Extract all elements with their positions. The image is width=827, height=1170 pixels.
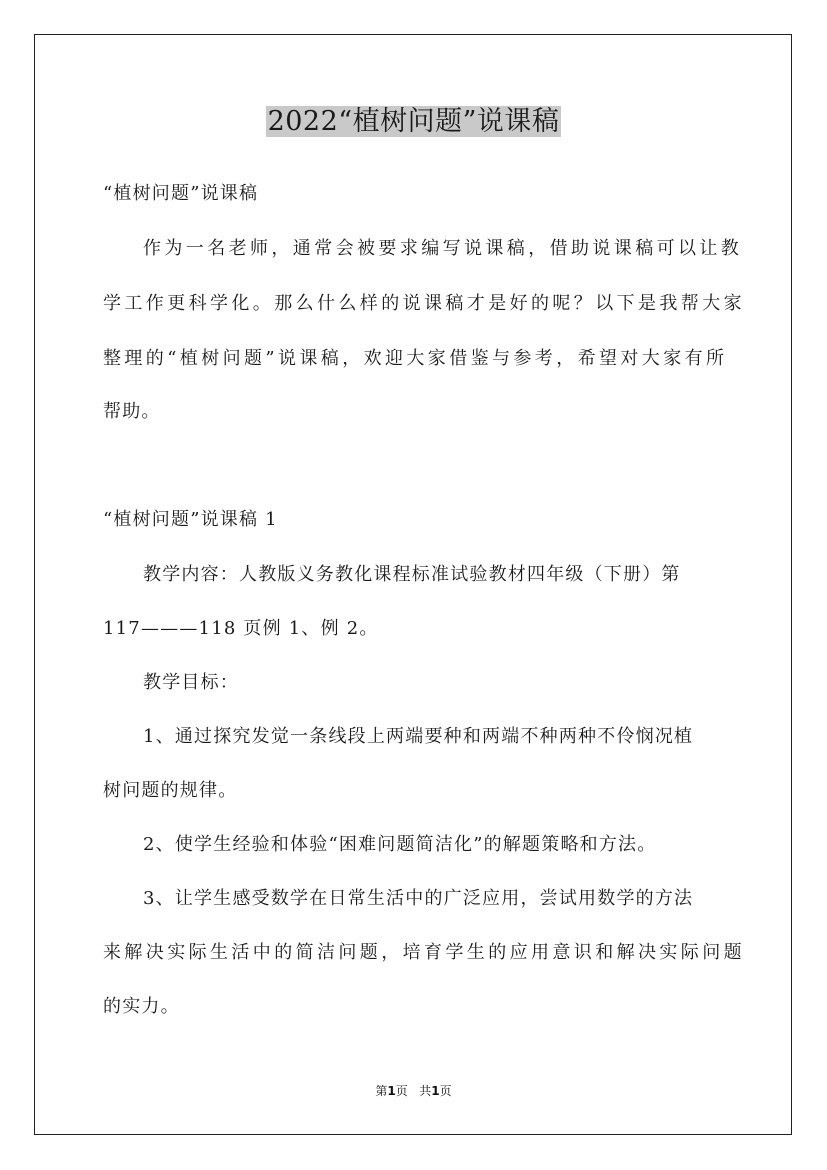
footer-page-prefix: 第 xyxy=(375,1084,388,1098)
footer-total-pages: 1 xyxy=(431,1084,440,1098)
paragraph-line: 树问题的规律。 xyxy=(103,780,238,801)
paragraph-line: 教学内容：人教版义务教化课程标准试验教材四年级（下册）第 xyxy=(143,564,681,585)
paragraph-line: 1、通过探究发觉一条线段上两端要种和两端不种两种不伶悯况植 xyxy=(143,726,694,747)
footer-page-current: 1 xyxy=(387,1084,396,1098)
footer-page-suffix: 页 xyxy=(395,1084,408,1098)
page-footer xyxy=(0,1083,827,1099)
paragraph-line: 作为一名老师，通常会被要求编写说课稿，借助说课稿可以让教 xyxy=(143,238,743,259)
section-heading: “植树问题”说课稿 1 xyxy=(103,509,278,530)
paragraph-line: 的实力。 xyxy=(103,996,180,1017)
paragraph-line: 整理的“植树问题”说课稿，欢迎大家借鉴与参考，希望对大家有所 xyxy=(103,348,728,369)
paragraph-line: 117———118 页例 1、例 2。 xyxy=(103,618,379,639)
document-title xyxy=(0,100,827,144)
section-heading: “植树问题”说课稿 xyxy=(103,183,259,204)
paragraph-line: 学工作更科学化。那么什么样的说课稿才是好的呢？以下是我帮大家 xyxy=(103,293,745,314)
footer-total-prefix: 共 xyxy=(419,1084,432,1098)
paragraph-line: 来解决实际生活中的简洁问题，培育学生的应用意识和解决实际问题 xyxy=(103,942,745,963)
footer-total-suffix: 页 xyxy=(439,1084,452,1098)
document-title-text: 2022“植树问题”说课稿 xyxy=(267,106,560,137)
paragraph-line: 2、使学生经验和体验“困难问题简洁化”的解题策略和方法。 xyxy=(143,834,657,855)
paragraph-line: 教学目标： xyxy=(143,672,239,693)
paragraph-line: 帮助。 xyxy=(103,401,161,422)
paragraph-line: 3、让学生感受数学在日常生活中的广泛应用，尝试用数学的方法 xyxy=(143,888,694,909)
